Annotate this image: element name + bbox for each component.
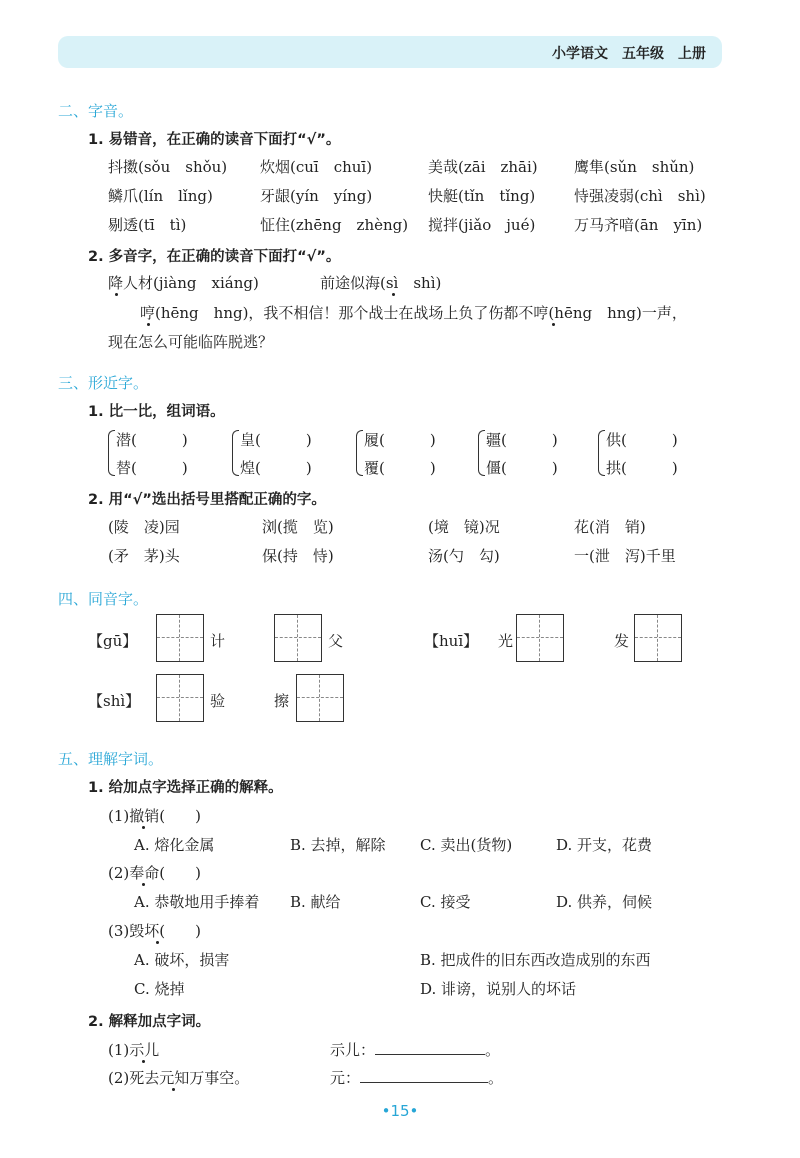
word-pair-bottom: 煌( ) [240,459,312,477]
pron-item: 牙龈(yín yíng) [260,187,373,205]
sec5-question-2: 2. 解释加点字词。 [88,1014,211,1030]
option: C. 接受 [420,893,471,911]
choice-item: 保(持 恃) [262,547,334,565]
emphasis-dot [147,323,150,326]
option: B. 把成件的旧东西改造成别的东西 [420,951,651,969]
brace [356,430,363,476]
choice-item: 浏(揽 览) [262,518,334,536]
option: C. 卖出(货物) [420,836,513,854]
option: A. 破坏，损害 [134,951,230,969]
word-pair-top: 供( ) [606,431,678,449]
char-hint: 验 [210,692,226,710]
option: B. 献给 [290,893,341,911]
pron-item: 鳞爪(lín lǐng) [108,187,213,205]
explain-answer-1[interactable]: 示儿： 。 [330,1041,501,1059]
char-hint: 擦 [274,692,290,710]
char-hint: 发 [614,632,630,650]
write-box[interactable] [156,674,204,722]
brace [108,430,115,476]
emphasis-dot [142,883,145,886]
section-5-title: 五、理解字词。 [58,750,164,768]
char-hint: 父 [328,632,344,650]
option: D. 开支，花费 [556,836,653,854]
option: A. 熔化金属 [134,836,215,854]
poly-sentence: 哼(hēng hng)，我不相信！那个战士在战场上负了伤都不哼(hēng hng)一声， [140,304,687,322]
brace [598,430,605,476]
explain-answer-label: 示儿： [330,1041,376,1059]
pron-item: 抖擞(sǒu shǒu) [108,158,228,176]
emphasis-dot [156,941,159,944]
explain-item-2: (2)死去元知万事空。 [108,1069,250,1087]
option: D. 诽谤，说别人的坏话 [420,980,577,998]
pron-item: 恃强凌弱(chì shì) [574,187,706,205]
section-3-title: 三、形近字。 [58,374,149,392]
section-2-title: 二、字音。 [58,102,134,120]
write-box[interactable] [516,614,564,662]
explain-item-1: (1)示儿 [108,1041,160,1059]
brace [232,430,239,476]
vocab-item-2: (2)奉命( ) [108,864,201,882]
word-pair-top: 疆( ) [486,431,558,449]
pinyin-label-shi: 【shì】 [88,692,141,710]
char-hint: 计 [210,632,226,650]
section-4-title: 四、同音字。 [58,590,149,608]
explain-answer-label: 元： [330,1069,361,1087]
sec5-question-1: 1. 给加点字选择正确的解释。 [88,780,283,796]
answer-blank[interactable] [360,1068,488,1083]
pinyin-label-gu: 【gū】 [88,632,138,650]
vocab-item-3: (3)毁坏( ) [108,922,201,940]
emphasis-dot [552,323,555,326]
answer-blank[interactable] [375,1040,485,1055]
choice-item: 一(泄 泻)千里 [574,547,676,565]
pron-item: 炊烟(cuī chuī) [260,158,373,176]
pron-item: 剔透(tī tì) [108,216,187,234]
choice-item: (矛 茅)头 [108,547,180,565]
option: A. 恭敬地用手捧着 [134,893,260,911]
choice-item: (陵 凌)园 [108,518,180,536]
word-pair-bottom: 僵( ) [486,459,558,477]
brace [478,430,485,476]
sec2-question-2: 2. 多音字，在正确的读音下面打“√”。 [88,249,341,265]
choice-item: 花(消 销) [574,518,646,536]
poly-item-1: 降人材(jiàng xiáng) [108,274,259,292]
option: D. 供养，伺候 [556,893,653,911]
write-box[interactable] [156,614,204,662]
emphasis-dot [172,1088,175,1091]
poly-sentence-cont: 现在怎么可能临阵脱逃？ [108,333,274,351]
pron-item: 鹰隼(sǔn shǔn) [574,158,695,176]
pron-item: 搅拌(jiǎo jué) [428,216,536,234]
choice-item: (境 镜)况 [428,518,500,536]
pron-item: 怔住(zhēng zhèng) [260,216,409,234]
vocab-item-1: (1)撤销( ) [108,807,201,825]
emphasis-dot [142,1060,145,1063]
word-pair-top: 潜( ) [116,431,188,449]
word-pair-bottom: 覆( ) [364,459,436,477]
word-pair-bottom: 拱( ) [606,459,678,477]
poly-item-2: 前途似海(sì shì) [320,274,442,292]
pron-item: 万马齐喑(ān yīn) [574,216,703,234]
emphasis-dot [142,826,145,829]
explain-answer-2[interactable]: 元： 。 [330,1069,504,1087]
pron-item: 美哉(zāi zhāi) [428,158,538,176]
option: C. 烧掉 [134,980,185,998]
pinyin-label-hui: 【huī】 [424,632,479,650]
emphasis-dot [392,293,395,296]
sec2-question-1: 1. 易错音，在正确的读音下面打“√”。 [88,132,341,148]
write-box[interactable] [296,674,344,722]
word-pair-top: 履( ) [364,431,436,449]
header-title: 小学语文 五年级 上册 [552,46,706,62]
char-hint: 光 [498,632,514,650]
sec3-question-2: 2. 用“√”选出括号里搭配正确的字。 [88,492,326,508]
header-bar [58,36,722,68]
word-pair-top: 皇( ) [240,431,312,449]
page-number: •15• [381,1102,419,1120]
pron-item: 快艇(tǐn tǐng) [428,187,536,205]
emphasis-dot [115,293,118,296]
choice-item: 汤(勺 勾) [428,547,500,565]
write-box[interactable] [634,614,682,662]
option: B. 去掉，解除 [290,836,386,854]
word-pair-bottom: 替( ) [116,459,188,477]
sec3-question-1: 1. 比一比，组词语。 [88,404,225,420]
write-box[interactable] [274,614,322,662]
